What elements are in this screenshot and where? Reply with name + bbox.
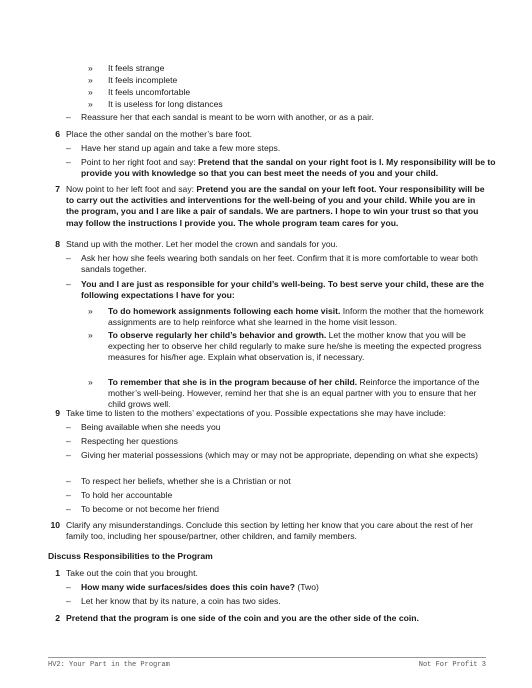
bullet-text: Reassure her that each sandal is meant to be worn with another, or as a pair. xyxy=(81,112,374,122)
bullet-text xyxy=(108,330,496,364)
step-number: 2 xyxy=(55,613,60,623)
bullet-text: To hold her accountable xyxy=(81,490,173,500)
list-item xyxy=(66,279,496,301)
list-item xyxy=(88,330,496,364)
dash-bullet: – xyxy=(66,143,71,153)
step-number: 8 xyxy=(55,239,60,249)
bold-run: Pretend you are the sandal on your left foot. Your responsibility will be to carry out the activities and interventions for the well-being of you and your child. While you are in the program, you and I are like a pair of sandals. We are partners. I hope to win your trust so that you may follow the instructions I provide you. The whole program team cares for you. xyxy=(66,184,485,228)
step-number: 10 xyxy=(50,520,60,530)
dash-bullet: – xyxy=(66,112,71,122)
bullet-text: Ask her how she feels wearing both sandals on her feet. Confirm that it is more comfortable to wear both sandals together. xyxy=(81,253,478,275)
raquo-bullet: » xyxy=(88,377,93,387)
raquo-bullet: » xyxy=(88,75,93,85)
section-heading: Discuss Responsibilities to the Program xyxy=(48,551,213,561)
raquo-bullet: » xyxy=(88,87,93,97)
bullet-text xyxy=(108,306,496,328)
bullet-text: It feels strange xyxy=(108,63,165,73)
program-step-2 xyxy=(48,613,488,624)
dash-bullet: – xyxy=(66,422,71,432)
bold-run: To observe regularly her child’s behavior and growth. xyxy=(108,330,327,340)
text-run: (Two) xyxy=(294,582,319,592)
dash-bullet: – xyxy=(66,476,71,486)
list-item xyxy=(66,143,496,154)
bullet-text: To become or not become her friend xyxy=(81,504,220,514)
text-run: Reinforce the importance of the mother’s well-being. However, remind her that she is an equal partner with you to ensure that her child grows well. xyxy=(108,377,480,410)
list-item xyxy=(66,450,496,461)
bullet-text: It feels uncomfortable xyxy=(108,87,191,97)
bold-run: How many wide surfaces/sides does this coin have? xyxy=(81,582,295,592)
step-9 xyxy=(48,408,488,419)
step-text xyxy=(66,184,488,229)
bullet-text xyxy=(81,582,496,593)
step-text: Clarify any misunderstandings. Conclude this section by letting her know that you care about the rest of her family too, including her spouse/partner, other children, and family members. xyxy=(66,520,473,542)
dash-bullet: – xyxy=(66,253,71,263)
step-8 xyxy=(48,239,488,250)
bold-run: Pretend that the program is one side of the coin and you are the other side of the coin. xyxy=(66,613,419,623)
dash-bullet: – xyxy=(66,450,71,460)
list-item xyxy=(88,75,496,86)
bullet-text: To respect her beliefs, whether she is a Christian or not xyxy=(81,476,291,486)
raquo-bullet: » xyxy=(88,99,93,109)
dash-bullet: – xyxy=(66,582,71,592)
dash-bullet: – xyxy=(66,596,71,606)
list-item xyxy=(66,157,496,179)
bullet-text xyxy=(108,377,496,411)
list-item xyxy=(88,99,496,110)
list-item xyxy=(66,476,496,487)
list-item xyxy=(88,306,496,328)
bullet-text: Giving her material possessions (which may or may not be appropriate, depending on what she expects) xyxy=(81,450,478,460)
list-item xyxy=(66,490,496,501)
bullet-text: Have her stand up again and take a few more steps. xyxy=(81,143,281,153)
dash-bullet: – xyxy=(66,504,71,514)
list-item xyxy=(66,253,496,275)
bullet-text: Let her know that by its nature, a coin has two sides. xyxy=(81,596,281,606)
bullet-text xyxy=(81,279,496,301)
program-step-1 xyxy=(48,568,488,579)
text-run: Point to her right foot and say: xyxy=(81,157,199,167)
dash-bullet: – xyxy=(66,279,71,289)
text-run: Let the mother know that you will be expecting her to observe her child regularly to make sure he/she is meeting the expected progress measures for his/her age. Explain what observation is, if necessary. xyxy=(108,330,482,363)
list-item xyxy=(66,596,496,607)
bold-run: To remember that she is in the program because of her child. xyxy=(108,377,358,387)
list-item xyxy=(88,87,496,98)
bold-run: You and I are just as responsible for your child’s well-being. To best serve your child, these are the following expectations I have for you: xyxy=(81,279,484,301)
bold-run: To do homework assignments following each home visit. xyxy=(108,306,341,316)
list-item xyxy=(66,504,496,515)
bold-run: Pretend that the sandal on your right foot is I. My responsibility will be to provide you with knowledge so that you can best meet the needs of you and your child. xyxy=(81,157,496,179)
step-text: Stand up with the mother. Let her model the crown and sandals for you. xyxy=(66,239,338,249)
raquo-bullet: » xyxy=(88,330,93,340)
footer-title: HV2: Your Part in the Program xyxy=(48,661,170,669)
step-text xyxy=(66,613,488,624)
page-footer xyxy=(48,657,486,670)
list-item xyxy=(66,112,496,123)
bullet-text: It feels incomplete xyxy=(108,75,178,85)
list-item xyxy=(66,436,496,447)
step-number: 1 xyxy=(55,568,60,578)
step-10 xyxy=(48,520,488,542)
raquo-bullet: » xyxy=(88,63,93,73)
step-number: 6 xyxy=(55,129,60,139)
bullet-text: Being available when she needs you xyxy=(81,422,221,432)
step-text: Place the other sandal on the mother’s bare foot. xyxy=(66,129,252,139)
list-item xyxy=(66,582,496,593)
text-run: Inform the mother that the homework assignments are to help reinforce what she learned in the home visit lesson. xyxy=(108,306,484,328)
footer-page-number: Not For Profit 3 xyxy=(418,661,486,669)
bullet-text xyxy=(81,157,496,179)
text-run: Now point to her left foot and say: xyxy=(66,184,197,194)
dash-bullet: – xyxy=(66,157,71,167)
bullet-text: It is useless for long distances xyxy=(108,99,223,109)
raquo-bullet: » xyxy=(88,306,93,316)
step-number: 7 xyxy=(55,184,60,194)
step-number: 9 xyxy=(55,408,60,418)
step-7 xyxy=(48,184,488,229)
list-item xyxy=(88,63,496,74)
step-6 xyxy=(48,129,488,140)
list-item xyxy=(66,422,496,433)
list-item xyxy=(88,377,496,411)
dash-bullet: – xyxy=(66,436,71,446)
dash-bullet: – xyxy=(66,490,71,500)
step-text: Take out the coin that you brought. xyxy=(66,568,198,578)
step-text: Take time to listen to the mothers’ expectations of you. Possible expectations she may have include: xyxy=(66,408,446,418)
bullet-text: Respecting her questions xyxy=(81,436,178,446)
